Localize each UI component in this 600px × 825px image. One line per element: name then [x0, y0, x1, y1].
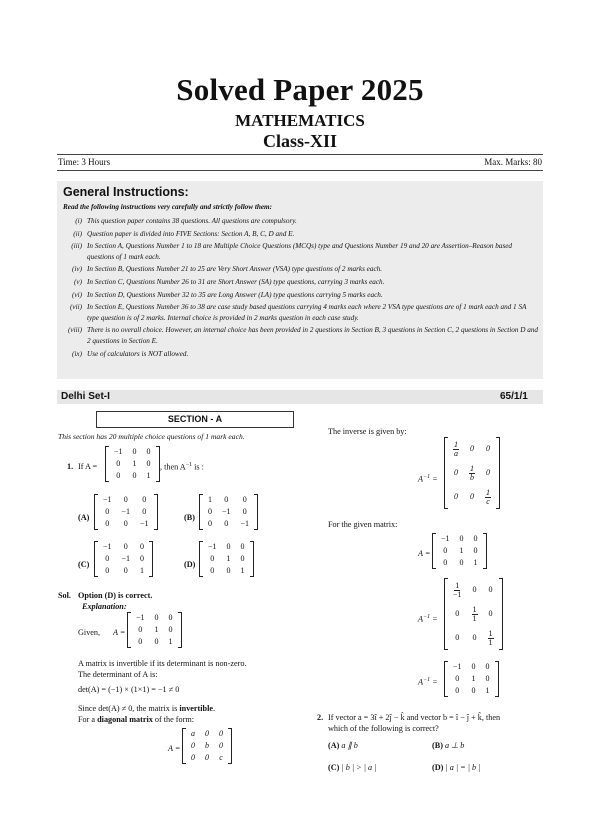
max-marks-label: Max. Marks: 80: [484, 157, 542, 167]
step-A: A: [418, 614, 424, 624]
matrix-cell: 0: [210, 554, 215, 563]
matrix-cell: −1: [240, 519, 250, 528]
matrix-cell: 0: [132, 471, 137, 480]
question-number: 2.: [317, 713, 324, 722]
q2-option-text: | b | > | a |: [341, 763, 377, 772]
matrix-cell: −1: [136, 613, 145, 622]
inverse-fraction-matrix: [444, 437, 500, 509]
divider-bottom: [57, 170, 543, 171]
matrix-cell: 0: [459, 558, 464, 567]
matrix-cell: 0: [488, 609, 493, 618]
matrix-cell: 0: [486, 444, 490, 453]
matrix-row: [186, 728, 228, 740]
matrix-cell: 0: [224, 495, 229, 504]
fraction-numerator: 1: [488, 629, 493, 638]
invertible-conclusion: Since det(A) ≠ 0, the matrix is invertible.: [78, 704, 216, 713]
matrix-cell: [448, 437, 464, 461]
matrix-row: [448, 461, 496, 485]
matrix-cell: 1: [485, 686, 490, 695]
solution-label: Sol.: [58, 591, 71, 600]
matrix-cell: 1: [154, 625, 159, 634]
matrix-right-bracket: [228, 728, 232, 764]
diag-text-c: of the form:: [152, 715, 194, 724]
fraction: [472, 606, 478, 623]
inverse-sup: −1: [423, 474, 431, 480]
matrix-cell: 0: [226, 566, 231, 575]
matrix-cell: 0: [123, 495, 128, 504]
matrix-right-bracket: [499, 578, 503, 650]
matrix-cell: 1: [168, 637, 173, 646]
matrix-row: [448, 578, 499, 602]
instruction-text: In Section D, Questions Number 32 to 35 are Long Answer (LA) type questions carrying 5 marks each.: [87, 290, 383, 299]
matrix-right-bracket: [154, 494, 158, 530]
matrix-row: [186, 752, 228, 764]
q2-option-text: a ∥ b: [341, 741, 358, 750]
matrix-cell: 0: [168, 613, 173, 622]
matrix-cell: 0: [105, 554, 110, 563]
option-d-matrix: [199, 541, 254, 577]
matrix-cell: 0: [455, 633, 460, 642]
matrix-cell: 0: [208, 519, 212, 528]
fraction-numerator: 1: [455, 581, 460, 590]
instruction-item: [60, 349, 540, 360]
given-A-label: A =: [113, 628, 126, 637]
section-note: This section has 20 multiple choice questions of 1 mark each.: [58, 432, 245, 441]
matrix-cell: 0: [146, 447, 151, 456]
matrix-row: [448, 626, 499, 650]
subject-title: MATHEMATICS: [235, 111, 365, 130]
fraction-denominator: c: [486, 497, 490, 506]
matrix-cell: 0: [105, 519, 110, 528]
question-stem-pre: [78, 462, 97, 471]
matrix-row: [436, 533, 483, 545]
q2-option-c: [328, 763, 376, 772]
matrix-cell: 0: [472, 633, 477, 642]
matrix-row: [203, 506, 254, 518]
matrix-cell: 0: [219, 729, 223, 738]
matrix-cell: 1: [471, 674, 476, 683]
time-label: Time: 3 Hours: [58, 157, 111, 167]
matrix-cell: 0: [455, 674, 460, 683]
instruction-item: [60, 302, 540, 323]
set-bar: [57, 390, 543, 404]
stem-superscript: −1: [185, 462, 193, 468]
instruction-number: (viii): [68, 326, 82, 335]
matrix-row: [109, 446, 156, 458]
matrix-cell: 0: [132, 447, 137, 456]
instruction-text: In Section E, Questions Number 36 to 38 are case study based questions carrying 4 marks each where 2 VSA type questions are of 1 mark each and 1 SA type question is of 2 marks. Internal choice is provided in 2 marks question in each case study.: [87, 303, 527, 322]
matrix-cell: [448, 578, 467, 602]
given-matrix: [127, 612, 182, 648]
instructions-heading: General Instructions:: [63, 185, 189, 199]
set-code: 65/1/1: [500, 391, 528, 402]
matrix-cell: 0: [219, 741, 223, 750]
matrix-row: [131, 636, 178, 648]
matrix-right-bracket: [156, 446, 160, 482]
class-title: Class-XII: [262, 131, 337, 151]
solution-answer: Option (D) is correct.: [78, 591, 153, 600]
matrix-cell: 0: [191, 741, 195, 750]
q2-option-text: a ⊥ b: [444, 741, 465, 750]
instruction-number: (v): [74, 277, 82, 286]
matrix-A: [105, 446, 160, 482]
matrix-row: [109, 458, 156, 470]
instruction-text: This question paper contains 38 questions. All questions are compulsory.: [87, 217, 297, 225]
instruction-item: [60, 290, 540, 301]
final-A: A: [418, 677, 424, 687]
q2-stem-line1: If vector a = 3î + 2ĵ − k̂ and vector b = î − ĵ + k̂, then: [328, 713, 501, 722]
fraction-numerator: 1: [470, 464, 474, 473]
given-A-label-right: A =: [418, 549, 431, 558]
step-sup: −1: [423, 614, 431, 620]
matrix-cell: 0: [138, 625, 143, 634]
diagonal-matrix: [182, 728, 232, 764]
inverse-label: $A^{-1}$ =: [418, 474, 438, 484]
matrix-row: [98, 553, 149, 565]
matrix-cell: 0: [226, 542, 231, 551]
matrix-row: [448, 437, 496, 461]
instruction-item: [60, 264, 540, 275]
matrix-cell: 1: [132, 459, 137, 468]
q2-option-label: (A): [328, 741, 340, 750]
question-number: 1.: [67, 462, 74, 471]
matrix-row: [203, 494, 254, 506]
matrix-cell: −1: [121, 554, 131, 563]
diag-text-a: For a: [78, 715, 98, 724]
question-stem-post: [160, 462, 204, 472]
final-inverse-label: $A^{-1}$ =: [418, 677, 438, 687]
matrix-cell: c: [219, 753, 223, 762]
matrix-cell: [464, 461, 480, 485]
fraction: [488, 630, 494, 647]
matrix-cell: 0: [470, 444, 474, 453]
option-label: (B): [184, 513, 195, 522]
matrix-cell: 1: [226, 554, 231, 563]
option-b-matrix: [199, 494, 258, 530]
matrix-cell: 0: [116, 471, 121, 480]
determinant-intro: The determinant of A is:: [78, 670, 158, 679]
fraction-numerator: 1: [486, 488, 490, 497]
instruction-text: In Section B, Questions Number 21 to 25 are Very Short Answer (VSA) type questions of 2 marks each.: [87, 265, 383, 274]
section-heading: SECTION - A: [96, 411, 294, 428]
given-matrix-right: [432, 533, 487, 569]
matrix-cell: 0: [454, 468, 458, 477]
matrix-cell: 0: [485, 674, 490, 683]
matrix-cell: 0: [146, 459, 151, 468]
matrix-right-bracket: [495, 661, 499, 697]
matrix-cell: 0: [242, 507, 247, 516]
fraction-numerator: 1: [472, 605, 477, 614]
instruction-number: (vii): [70, 303, 82, 312]
matrix-cell: 0: [208, 507, 212, 516]
given-text: Given,: [78, 628, 101, 637]
step-fraction-matrix: [444, 578, 503, 650]
stem-post-text: , then A: [160, 462, 186, 472]
instructions-lead: Read the following instructions very carefully and strictly follow them:: [63, 203, 273, 211]
option-label: (A): [78, 513, 90, 522]
matrix-cell: 0: [142, 495, 147, 504]
q2-option-d: [432, 763, 480, 772]
matrix-cell: −1: [140, 519, 149, 528]
matrix-cell: 0: [205, 753, 209, 762]
matrix-cell: 0: [140, 554, 145, 563]
matrix-cell: 0: [210, 566, 215, 575]
matrix-cell: 0: [123, 542, 128, 551]
matrix-cell: 0: [471, 686, 476, 695]
explanation-label: Explanation:: [82, 602, 127, 611]
final-inverse-matrix: [444, 661, 499, 697]
instructions-list: [60, 216, 540, 361]
instruction-number: (ix): [72, 349, 82, 358]
matrix-right-bracket: [496, 437, 500, 509]
diag-A-label: A =: [168, 744, 181, 753]
matrix-cell: a: [191, 729, 195, 738]
stem-pre-text: If A =: [78, 462, 98, 471]
fraction: [453, 441, 459, 458]
matrix-cell: 0: [473, 534, 478, 543]
matrix-row: [448, 673, 495, 685]
divider-top: [57, 154, 543, 155]
matrix-row: [203, 518, 254, 530]
final-sup: −1: [423, 677, 431, 683]
option-label: (D): [184, 560, 196, 569]
matrix-cell: 0: [443, 546, 448, 555]
matrix-cell: [467, 602, 483, 626]
set-name: Delhi Set-I: [61, 391, 110, 402]
fraction-denominator: 1: [488, 638, 493, 647]
matrix-row: [448, 485, 496, 509]
matrix-row: [436, 557, 483, 569]
matrix-cell: 0: [455, 609, 460, 618]
diag-text-bold: diagonal matrix: [97, 715, 153, 724]
q2-option-label: (C): [328, 763, 340, 772]
instruction-number: (vi): [72, 290, 82, 299]
matrix-cell: 0: [168, 625, 173, 634]
option-label: (C): [78, 560, 90, 569]
instruction-text: There is no overall choice. However, an internal choice has been provided in 2 questions in Section B, 3 questions in Section C, 2 questions in Section D and 2 questions in Section E.: [87, 326, 539, 345]
conclusion-bold: invertible: [179, 704, 214, 713]
fraction: [453, 582, 462, 599]
inverse-intro: The inverse is given by:: [328, 427, 407, 436]
q2-option-label: (B): [432, 741, 443, 750]
determinant-calc: det(A) = (−1) × (1×1) = −1 ≠ 0: [78, 685, 180, 694]
matrix-cell: 1: [140, 566, 145, 575]
matrix-row: [436, 545, 483, 557]
instruction-text: In Section A, Questions Number 1 to 18 are Multiple Choice Questions (MCQs) type and Questions Number 19 and 20 are Assertion–Reason based questions of 1 mark each.: [87, 242, 513, 261]
matrix-cell: 0: [154, 637, 159, 646]
matrix-cell: 0: [471, 662, 476, 671]
matrix-cell: −1: [121, 507, 131, 516]
matrix-cell: 0: [488, 585, 493, 594]
matrix-cell: 1: [459, 546, 464, 555]
matrix-row: [186, 740, 228, 752]
matrix-row: [448, 661, 495, 673]
fraction-denominator: a: [454, 449, 458, 458]
matrix-cell: 0: [154, 613, 159, 622]
fraction-denominator: b: [470, 473, 474, 482]
matrix-cell: [483, 626, 499, 650]
q2-option-text: | a | = | b |: [445, 763, 481, 772]
matrix-cell: 0: [105, 566, 110, 575]
matrix-cell: 0: [123, 519, 128, 528]
option-a-matrix: [94, 494, 158, 530]
instruction-item: [60, 216, 540, 227]
matrix-right-bracket: [178, 612, 182, 648]
matrix-cell: b: [205, 741, 209, 750]
fraction-denominator: −1: [453, 590, 462, 599]
matrix-cell: 0: [443, 558, 448, 567]
matrix-cell: 0: [472, 585, 477, 594]
matrix-cell: 0: [454, 492, 458, 501]
q2-option-b: [432, 740, 464, 750]
step-inverse-label: $A^{-1}$ =: [418, 614, 438, 624]
matrix-cell: 0: [240, 554, 245, 563]
matrix-row: [131, 612, 178, 624]
matrix-row: [98, 494, 154, 506]
matrix-cell: 0: [242, 495, 247, 504]
matrix-cell: 1: [240, 566, 245, 575]
matrix-row: [98, 541, 149, 553]
matrix-row: [448, 602, 499, 626]
stem-end-text: is :: [192, 462, 204, 472]
q2-stem-line2: which of the following is correct?: [328, 724, 439, 733]
matrix-row: [448, 685, 495, 697]
matrix-right-bracket: [254, 494, 258, 530]
matrix-row: [131, 624, 178, 636]
matrix-row: [98, 518, 154, 530]
instruction-item: [60, 277, 540, 288]
matrix-row: [203, 565, 250, 577]
matrix-right-bracket: [250, 541, 254, 577]
matrix-cell: 1: [146, 471, 151, 480]
matrix-cell: 0: [123, 566, 128, 575]
instruction-item: [60, 241, 540, 262]
instruction-number: (iii): [71, 242, 82, 251]
instruction-number: (i): [75, 217, 82, 225]
page-title: Solved Paper 2025: [176, 72, 424, 107]
matrix-right-bracket: [483, 533, 487, 569]
matrix-cell: 0: [105, 507, 110, 516]
invertible-rule-text: A matrix is invertible if its determinant is non-zero.: [78, 659, 247, 668]
matrix-cell: 0: [191, 753, 195, 762]
matrix-cell: 0: [470, 492, 474, 501]
fraction: [485, 489, 491, 506]
fraction-numerator: 1: [454, 440, 458, 449]
matrix-cell: −1: [222, 507, 231, 516]
matrix-row: [203, 541, 250, 553]
matrix-row: [98, 565, 149, 577]
matrix-cell: −1: [441, 534, 450, 543]
matrix-right-bracket: [149, 541, 153, 577]
q2-option-a: [328, 740, 358, 750]
instruction-item: [60, 229, 540, 240]
matrix-cell: −1: [103, 542, 112, 551]
matrix-cell: 0: [138, 637, 143, 646]
instruction-number: (iv): [72, 265, 82, 274]
matrix-cell: −1: [208, 542, 217, 551]
matrix-cell: 0: [240, 542, 245, 551]
matrix-cell: 0: [486, 468, 490, 477]
fraction-denominator: 1: [472, 614, 477, 623]
matrix-cell: 0: [473, 546, 478, 555]
matrix-cell: −1: [103, 495, 112, 504]
matrix-cell: 0: [485, 662, 490, 671]
matrix-cell: [480, 485, 496, 509]
matrix-cell: 1: [473, 558, 478, 567]
instruction-text: In Section C, Questions Number 26 to 31 are Short Answer (SA) type questions, carrying 3 marks each.: [87, 277, 385, 286]
q2-option-label: (D): [432, 763, 444, 772]
option-c-matrix: [94, 541, 153, 577]
fraction: [469, 465, 475, 482]
matrix-cell: 0: [142, 507, 147, 516]
matrix-cell: 0: [140, 542, 145, 551]
instruction-text: Use of calculators is NOT allowed.: [87, 349, 189, 358]
matrix-cell: 0: [455, 686, 460, 695]
given-matrix-intro: For the given matrix:: [328, 520, 398, 529]
matrix-cell: 0: [205, 729, 209, 738]
matrix-cell: 0: [459, 534, 464, 543]
matrix-row: [98, 506, 154, 518]
diagonal-intro: [78, 715, 194, 724]
matrix-row: [203, 553, 250, 565]
matrix-cell: 1: [208, 495, 212, 504]
matrix-cell: 0: [116, 459, 121, 468]
instruction-number: (ii): [73, 229, 82, 238]
matrix-cell: −1: [114, 447, 123, 456]
matrix-cell: 0: [224, 519, 229, 528]
instruction-item: [60, 325, 540, 346]
conclusion-text: Since det(A) ≠ 0, the matrix is: [78, 704, 180, 713]
inverse-A: A: [418, 474, 424, 484]
matrix-cell: −1: [453, 662, 462, 671]
matrix-row: [109, 470, 156, 482]
instruction-text: Question paper is divided into FIVE Sections: Section A, B, C, D and E.: [87, 229, 295, 238]
